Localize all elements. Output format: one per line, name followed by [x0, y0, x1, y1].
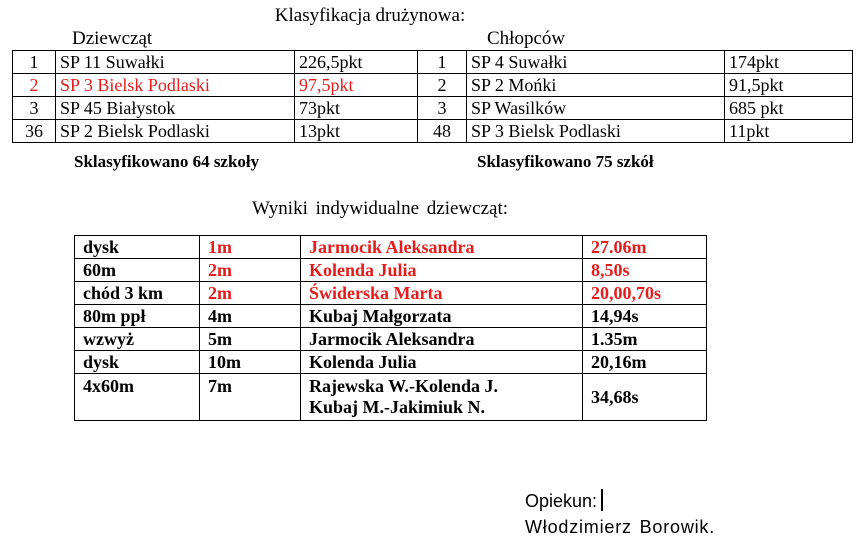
place-cell: 2m [200, 282, 301, 305]
event-cell: wzwyż [75, 328, 200, 351]
athlete-cell [301, 328, 583, 351]
girls-school-cell: SP 45 Białystok [56, 97, 295, 120]
place-cell: 1m [200, 236, 301, 259]
boys-points-cell: 685 pkt [725, 97, 853, 120]
individual-results-title: Wyniki indywidualne dziewcząt: [252, 198, 508, 219]
result-cell: 8,50s [583, 259, 707, 282]
boys-place-cell: 2 [418, 74, 467, 97]
result-row [75, 259, 707, 282]
result-cell: 14,94s [583, 305, 707, 328]
athlete-name: Kolenda Julia [309, 260, 417, 280]
girls-place-cell: 3 [13, 97, 56, 120]
athlete-name: Kubaj Małgorzata [309, 306, 452, 326]
guardian-name: Włodzimierz Borowik. [525, 517, 716, 537]
girls-school-cell: SP 11 Suwałki [56, 51, 295, 74]
athlete-cell [301, 305, 583, 328]
team-row [13, 120, 853, 143]
guardian-label-line [525, 488, 715, 514]
athlete-name: Jarmocik Aleksandra [309, 329, 475, 349]
boys-summary: Sklasyfikowano 75 szkół [477, 152, 654, 171]
event-cell: 4x60m [75, 374, 200, 421]
result-cell: 34,68s [583, 374, 707, 421]
athlete-name: Rajewska W.-Kolenda J. [309, 376, 499, 396]
team-classification-table [12, 50, 853, 143]
girls-summary: Sklasyfikowano 64 szkoły [74, 152, 260, 171]
guardian-label: Opiekun: [525, 491, 598, 511]
boys-header: Chłopców [487, 28, 566, 49]
place-cell: 4m [200, 305, 301, 328]
boys-place-cell: 48 [418, 120, 467, 143]
result-row [75, 351, 707, 374]
place-cell: 2m [200, 259, 301, 282]
boys-points-cell: 11pkt [725, 120, 853, 143]
result-row [75, 282, 707, 305]
boys-points-cell: 91,5pkt [725, 74, 853, 97]
boys-place-cell: 3 [418, 97, 467, 120]
boys-school-cell: SP 4 Suwałki [467, 51, 725, 74]
girls-place-cell: 2 [13, 74, 56, 97]
result-row [75, 328, 707, 351]
result-row [75, 374, 707, 421]
girls-header: Dziewcząt [72, 28, 153, 49]
team-row [13, 74, 853, 97]
text-cursor [601, 489, 603, 511]
boys-points-cell: 174pkt [725, 51, 853, 74]
event-cell: dysk [75, 351, 200, 374]
girls-school-cell: SP 3 Bielsk Podlaski [56, 74, 295, 97]
girls-points-cell: 226,5pkt [295, 51, 418, 74]
boys-place-cell: 1 [418, 51, 467, 74]
girls-place-cell: 36 [13, 120, 56, 143]
girls-points-cell: 97,5pkt [295, 74, 418, 97]
place-cell: 10m [200, 351, 301, 374]
event-cell: 80m ppł [75, 305, 200, 328]
place-cell: 7m [200, 374, 301, 421]
result-row [75, 305, 707, 328]
result-cell: 20,00,70s [583, 282, 707, 305]
athlete-name: Kubaj M.-Jakimiuk N. [309, 397, 486, 417]
athlete-name: Kolenda Julia [309, 352, 417, 372]
team-classification-title: Klasyfikacja drużynowa: [274, 5, 466, 26]
girls-place-cell: 1 [13, 51, 56, 74]
athlete-cell [301, 374, 583, 421]
athlete-cell [301, 351, 583, 374]
girls-points-cell: 73pkt [295, 97, 418, 120]
team-row [13, 97, 853, 120]
boys-school-cell: SP 2 Mońki [467, 74, 725, 97]
boys-school-cell: SP 3 Bielsk Podlaski [467, 120, 725, 143]
place-cell: 5m [200, 328, 301, 351]
team-row [13, 51, 853, 74]
athlete-cell [301, 259, 583, 282]
event-cell: chód 3 km [75, 282, 200, 305]
athlete-cell [301, 236, 583, 259]
guardian-block [525, 488, 715, 540]
individual-results-table [74, 235, 707, 421]
girls-school-cell: SP 2 Bielsk Podlaski [56, 120, 295, 143]
event-cell: 60m [75, 259, 200, 282]
boys-school-cell: SP Wasilków [467, 97, 725, 120]
result-row [75, 236, 707, 259]
result-cell: 1.35m [583, 328, 707, 351]
girls-points-cell: 13pkt [295, 120, 418, 143]
result-cell: 20,16m [583, 351, 707, 374]
athlete-name: Jarmocik Aleksandra [309, 237, 475, 257]
result-cell: 27.06m [583, 236, 707, 259]
athlete-name: Świderska Marta [309, 283, 443, 303]
event-cell: dysk [75, 236, 200, 259]
athlete-cell [301, 282, 583, 305]
